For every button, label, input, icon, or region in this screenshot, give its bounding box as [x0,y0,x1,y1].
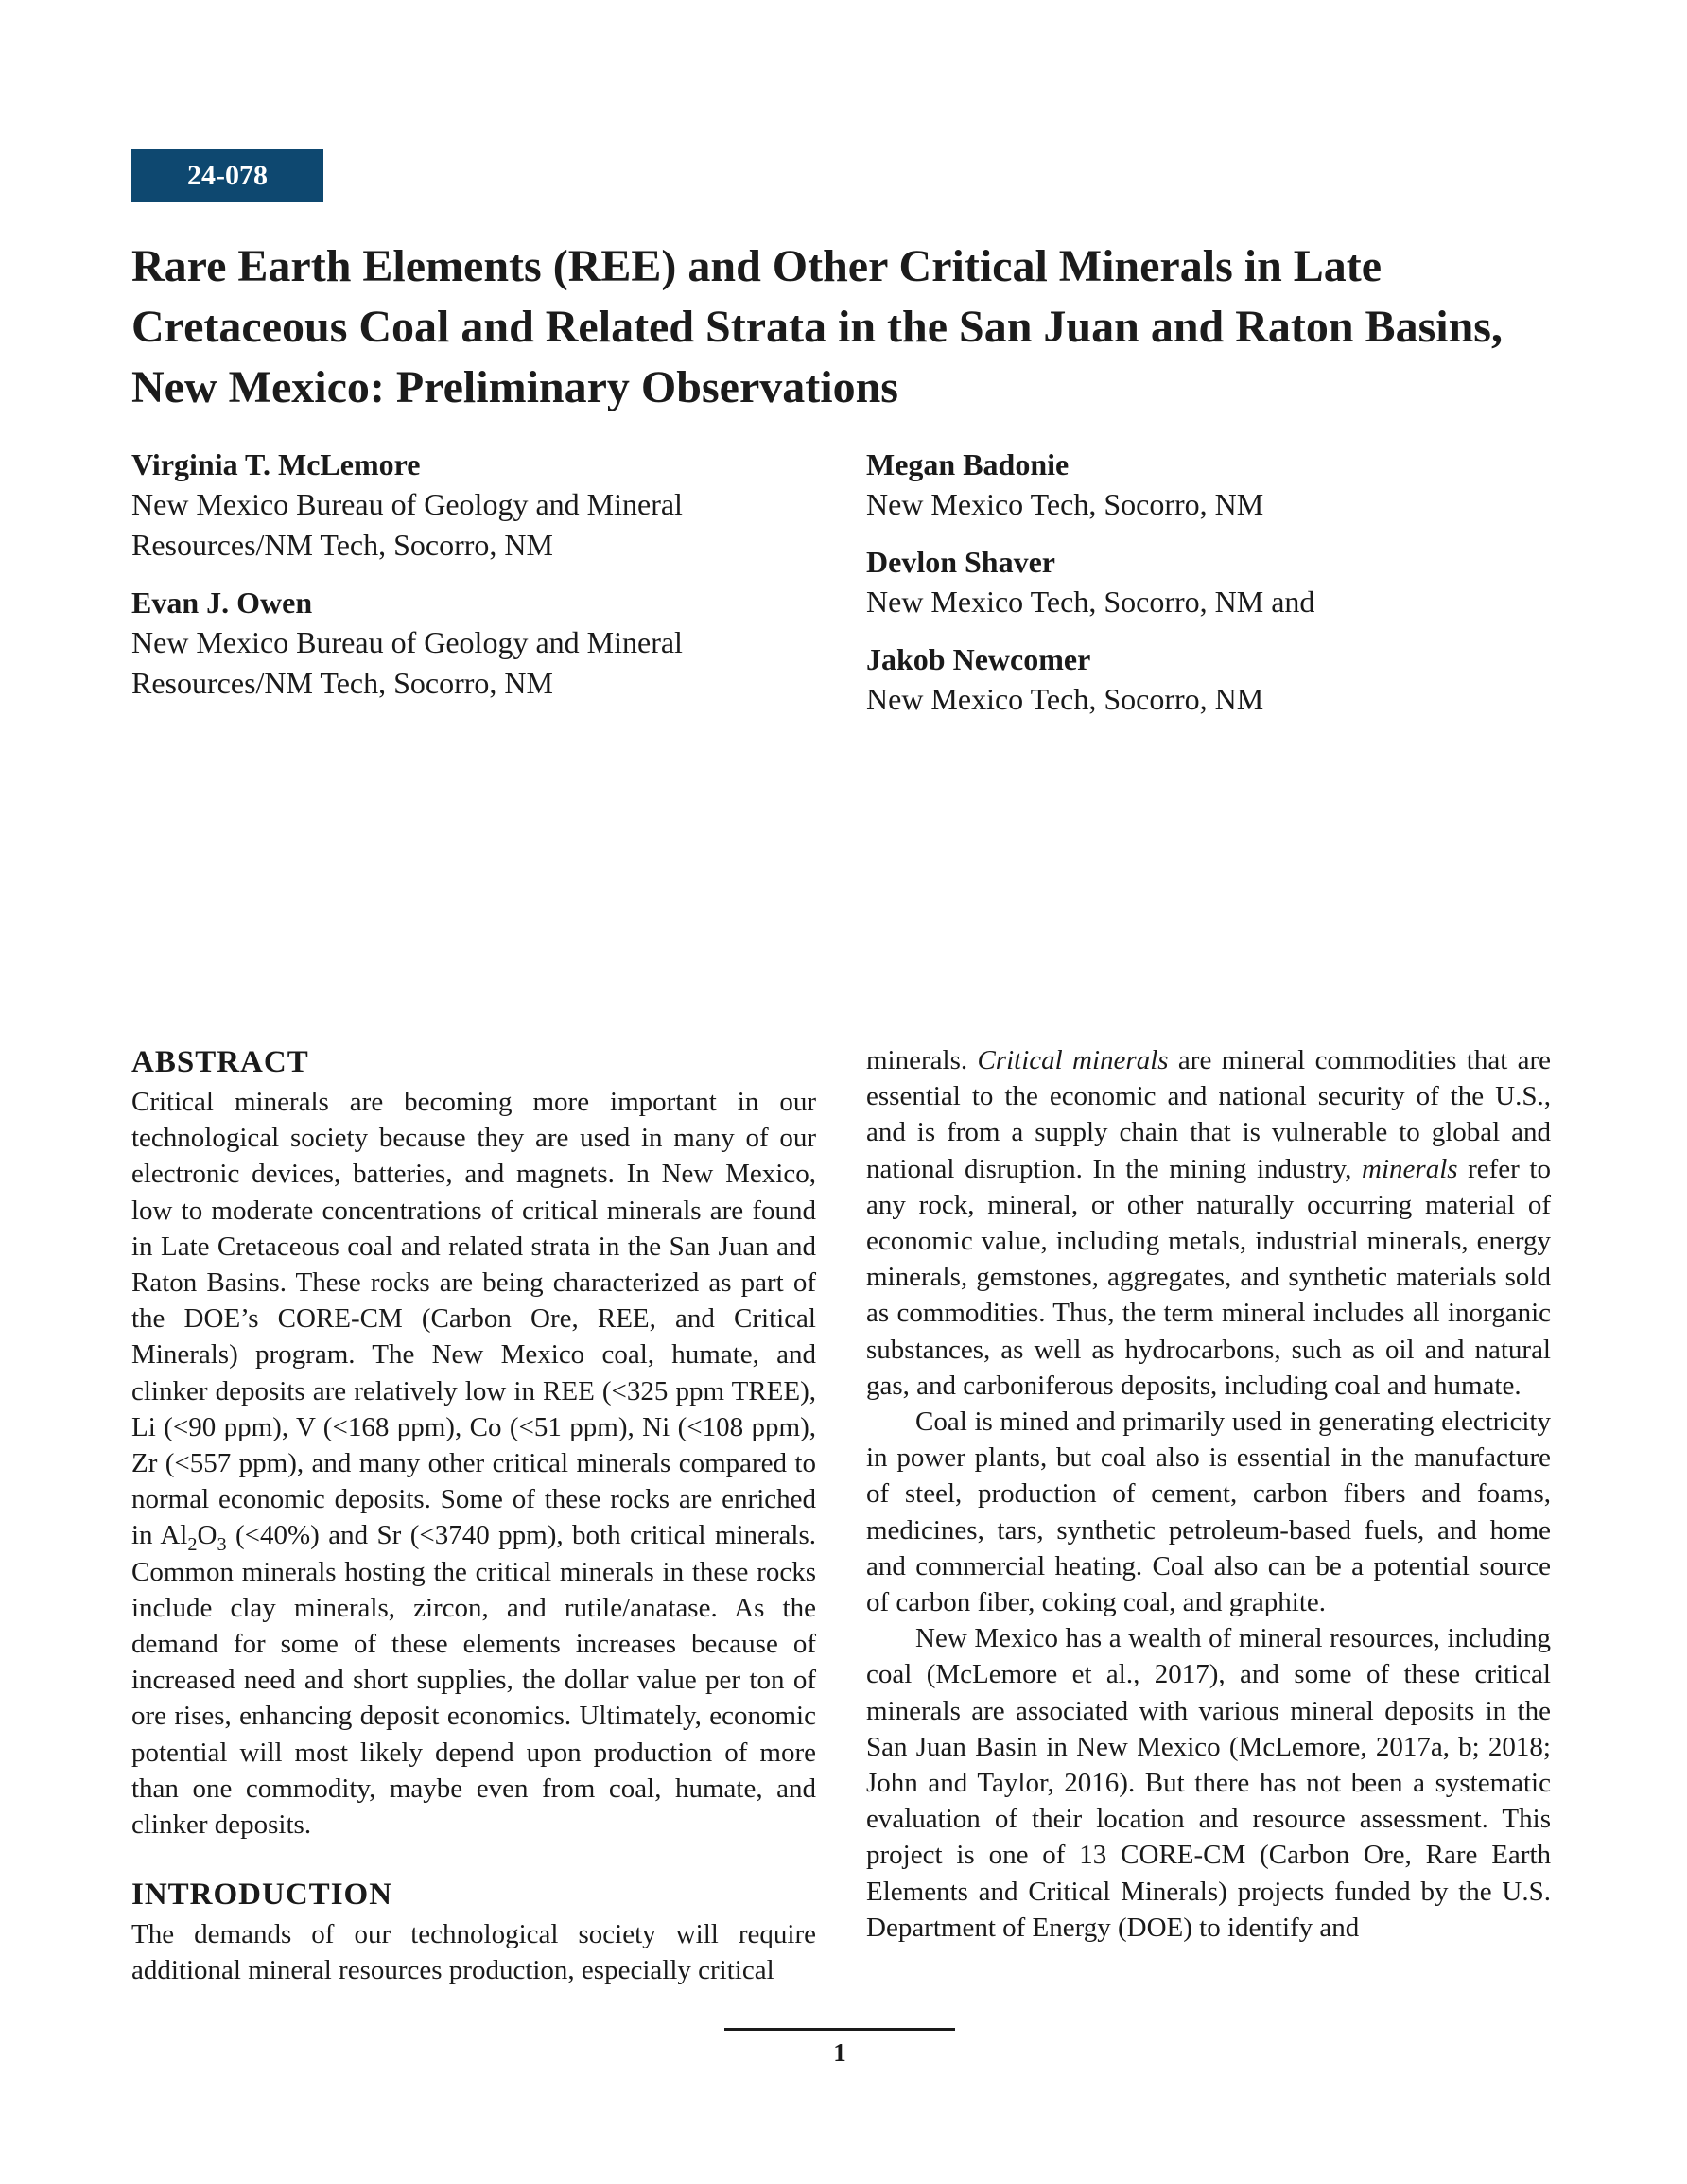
italic-term: Critical minerals [977,1045,1169,1075]
authors-right-column [866,445,1528,737]
author-name: Virginia T. McLemore [131,447,421,481]
formula-o: O [197,1520,217,1551]
author-block [866,639,1528,720]
author-block [866,445,1528,525]
paper-title: Rare Earth Elements (REE) and Other Critical Minerals in Late Cretaceous Coal and Related Strata in the San Juan and Raton Basins, New Mexico: Preliminary Observations [131,241,1503,412]
report-number-badge [131,149,323,202]
subscript: 3 [217,1534,227,1556]
introduction-paragraph-start: The demands of our technological society will require additional mineral resources production, especially critical [131,1919,816,1986]
author-block [866,542,1528,622]
abstract-text-1: Critical minerals are becoming more important in our technological society because they are used in many of our electronic devices, batteries, and magnets. In New Mexico, low to moderate concentrations of critical minerals are found in Late Cretaceous coal and related strata in the San Juan and Raton Basins. These rocks are being characterized as part of the DOE’s CORE-CM (Carbon Ore, REE, and Critical Minerals) program. The New Mexico coal, humate, and clinker deposits are relatively low in REE (<325 ppm TREE), Li (<90 ppm), V (<168 ppm), Co (<51 ppm), Ni (<108 ppm), Zr (<557 ppm), and many other critical minerals compared to normal economic deposits. Some of these rocks are enriched in Al [131,1087,816,1551]
author-name: Jakob Newcomer [866,642,1091,676]
author-name: Megan Badonie [866,447,1070,481]
author-affiliation: New Mexico Bureau of Geology and Mineral Resources/NM Tech, Socorro, NM [131,625,683,700]
report-number: 24-078 [187,160,268,191]
authors-left-column [131,445,737,721]
body-right-column [866,1042,1551,1946]
abstract-paragraph [131,1084,816,1843]
introduction-heading: INTRODUCTION [131,1878,393,1913]
italic-term: minerals [1362,1153,1458,1184]
author-affiliation: New Mexico Bureau of Geology and Mineral Resources/NM Tech, Socorro, NM [131,487,683,562]
author-block [131,583,737,704]
author-affiliation: New Mexico Tech, Socorro, NM [866,682,1264,716]
body-left-column [131,1040,816,1989]
text-run: refer to any rock, mineral, or other naturally occurring material of economic value, including metals, industrial minerals, energy minerals, gemstones, aggregates, and synthetic materials sold as commodities. Thus, the term mineral includes all inorganic substances, as well as hydrocarbons, such as oil and natural gas, and carboniferous deposits, including coal and humate. [866,1153,1551,1401]
introduction-paragraph-continued [866,1042,1551,1404]
author-name: Evan J. Owen [131,585,313,620]
author-affiliation: New Mexico Tech, Socorro, NM and [866,585,1315,619]
subscript: 2 [187,1534,198,1556]
abstract-text-2: (<40%) and Sr (<3740 ppm), both critical minerals. Common minerals hosting the critical minerals in these rocks include clay minerals, zircon, and rutile/anatase. As the demand for some of these elements increases because of increased need and short supplies, the dollar value per ton of ore rises, enhancing deposit economics. Ultimately, economic potential will most likely depend upon production of more than one commodity, maybe even from coal, humate, and clinker deposits. [131,1520,816,1841]
introduction-paragraph-2: Coal is mined and primarily used in generating electricity in power plants, but coal also is essential in the manufacture of steel, production of cement, carbon fibers and foams, medicines, tars, synthetic petroleum-based fuels, and home and commercial heating. Coal also can be a potential source of carbon fiber, coking coal, and graphite. [866,1406,1551,1618]
author-block [131,445,737,566]
abstract-heading: ABSTRACT [131,1045,309,1079]
footer-divider [724,2028,955,2031]
text-run: are mineral commodities that are essential to the economic and national security of the U.S., and is from a supply chain that is vulnerable to global and national disruption. In the mining industry, [866,1045,1551,1184]
author-affiliation: New Mexico Tech, Socorro, NM [866,487,1264,521]
author-name: Devlon Shaver [866,545,1055,579]
introduction-paragraph-3: New Mexico has a wealth of mineral resources, including coal (McLemore et al., 2017), and some of these critical minerals are associated with various mineral deposits in the San Juan Basin in New Mexico (McLemore, 2017a, b; 2018; John and Taylor, 2016). But there has not been a systematic evaluation of their location and resource assessment. This project is one of 13 CORE-CM (Carbon Ore, Rare Earth Elements and Critical Minerals) projects funded by the U.S. Department of Energy (DOE) to identify and [866,1623,1551,1943]
text-run: minerals. [866,1045,978,1075]
page-number: 1 [833,2038,846,2067]
